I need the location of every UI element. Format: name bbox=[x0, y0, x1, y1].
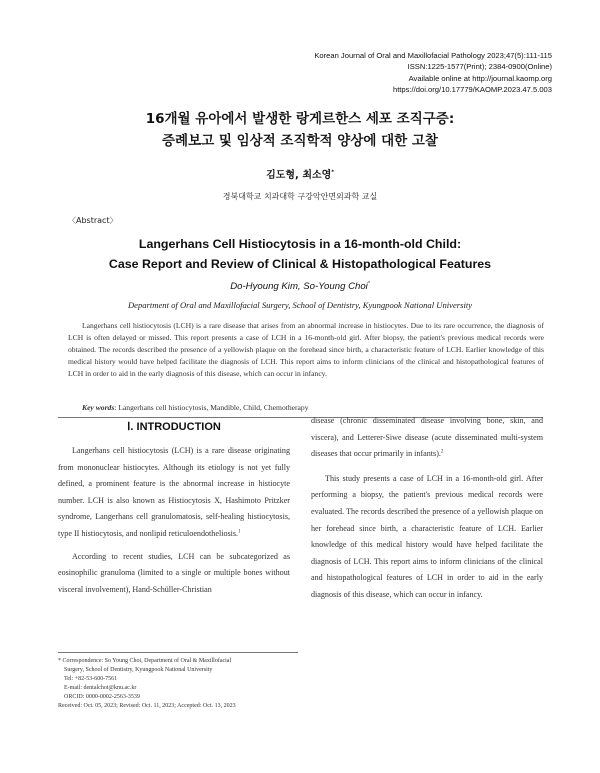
intro-paragraph-2: According to recent studies, LCH can be subcategorized as eosinophilic granuloma (limited to a single or multiple bones without visceral involvement), Hand-Schüller-Christian bbox=[58, 551, 290, 594]
korean-title bbox=[0, 108, 600, 152]
footnote-tel: Tel: +82-53-600-7561 bbox=[64, 676, 118, 683]
footnote-divider bbox=[58, 652, 298, 653]
english-authors bbox=[0, 281, 600, 292]
intro-heading: Ⅰ. INTRODUCTION bbox=[127, 421, 221, 433]
footnote-orcid: ORCID: 0000-0002-2563-3539 bbox=[64, 694, 140, 701]
intro-paragraph-1 bbox=[58, 443, 290, 543]
korean-authors-mark: * bbox=[331, 169, 334, 176]
english-authors-mark: * bbox=[367, 280, 370, 287]
intro-paragraph-3: This study presents a case of LCH in a 16-month-old girl. After performing a biopsy, the patient's previous medical records were evaluated. The records described the presence of a yellowish plaque on her forehead since birth, a characteristic feature of LCH. Earlier knowledge of this medical history would have helped facilitate the diagnosis of LCH. This report aims to inform clinicians of the clinical and histopathological features of LCH in order to aid in the early diagnosis of this disease, which can occur in infancy. bbox=[311, 473, 543, 599]
english-authors-names: Do-Hyoung Kim, So-Young Choi bbox=[230, 281, 368, 292]
korean-authors-names: 김도형, 최소영 bbox=[266, 170, 332, 181]
footnote-department: Surgery, School of Dentistry, Kyungpook National University bbox=[64, 667, 213, 674]
correspondence-footnote bbox=[58, 657, 298, 712]
korean-title-line-1: 16개월 유아에서 발생한 랑게르한스 세포 조직구증: bbox=[145, 111, 455, 127]
journal-header bbox=[314, 50, 552, 95]
article-doi[interactable]: https://doi.org/10.17779/KAOMP.2023.47.5.003 bbox=[392, 84, 552, 94]
english-title-line-1: Langerhans Cell Histiocytosis in a 16-month-old Child: bbox=[138, 237, 462, 251]
english-title bbox=[0, 234, 600, 274]
korean-affiliation: 경북대학교 치과대학 구강악안면외과학 교실 bbox=[222, 192, 378, 201]
journal-issn: ISSN:1225-1577(Print); 2384-0900(Online) bbox=[407, 62, 552, 72]
footnote-correspondence: * Correspondence: So Young Choi, Department of Oral & Maxillofacial bbox=[58, 658, 232, 664]
keywords-list: : Langerhans cell histiocytosis, Mandible, Child, Chemotherapy bbox=[114, 403, 309, 412]
english-title-line-2: Case Report and Review of Clinical & Histopathological Features bbox=[108, 257, 492, 271]
footnote-email[interactable]: E-mail: dentalchoi@knu.ac.kr bbox=[64, 685, 137, 692]
intro-paragraph-2-continued bbox=[311, 413, 543, 463]
korean-title-line-2: 증례보고 및 임상적 조직학적 양상에 대한 고찰 bbox=[162, 133, 438, 149]
intro-paragraph-1-text: Langerhans cell histiocytosis (LCH) is a rare disease originating from mononuclear histiocytes. Although its etiology is not yet fully defined, a prominent feature is the abnormal increase in histiocyte number. LCH is also known as Histiocytosis X, Hashimoto Pritzker syndrome, Langerhans cell granulomatosis, self-healing histiocytosis, type II histiocytosis, and nonlipid reticuloendotheliosis. bbox=[58, 446, 290, 538]
footnote-dates: Received: Oct. 05, 2023; Revised: Oct. 11, 2023; Accepted: Oct. 13, 2023 bbox=[58, 703, 236, 710]
english-affiliation: Department of Oral and Maxillofacial Surgery, School of Dentistry, Kyungpook National University bbox=[127, 300, 473, 310]
journal-url[interactable]: Available online at http://journal.kaomp.org bbox=[408, 73, 552, 83]
reference-1[interactable]: 1 bbox=[238, 529, 241, 535]
keywords-label: Key words bbox=[82, 403, 115, 412]
left-column bbox=[58, 443, 290, 598]
reference-2[interactable]: 2 bbox=[440, 449, 444, 455]
journal-citation: Korean Journal of Oral and Maxillofacial Pathology 2023;47(5):111-115 bbox=[314, 51, 552, 60]
abstract-label: 〈Abstract〉 bbox=[68, 216, 118, 225]
korean-authors bbox=[0, 166, 600, 181]
abstract-body: Langerhans cell histiocytosis (LCH) is a rare disease that arises from an abnormal increase in histiocytes. Due to its rare occurrence, the diagnosis of LCH is often delayed or missed. This report presents a case of LCH in a 16-month-old girl. After biopsy, the patient's previous medical records were obtained. The records described the presence of a yellowish plaque on the forehead since birth, a characteristic feature of LCH. Earlier knowledge of this medical history would have helped facilitate the diagnosis of LCH. This report aims to inform clinicians of the clinical and histopathological features of LCH in order to aid in the early diagnosis of this disease, which can occur in infancy. bbox=[68, 321, 544, 379]
intro-paragraph-2-tail: disease (chronic disseminated disease involving bone, skin, and viscera), and Letterer-Siwe disease (acute disseminated multi-system diseases that occur primarily in infants). bbox=[311, 416, 543, 459]
keywords bbox=[82, 403, 309, 412]
right-column bbox=[311, 413, 543, 604]
